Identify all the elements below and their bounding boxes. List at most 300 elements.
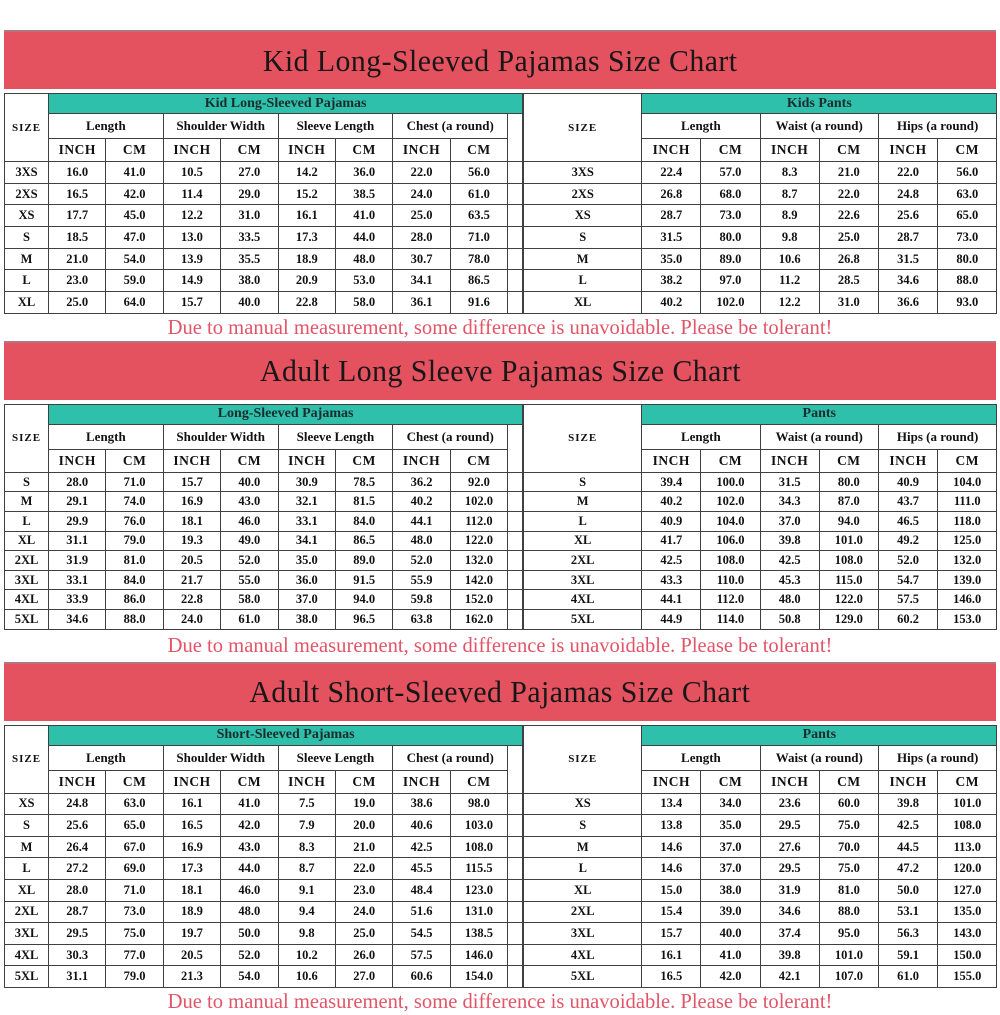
size-cell: L [524, 512, 642, 532]
measurement-cell: 18.5 [49, 227, 106, 249]
size-cell: XL [5, 292, 49, 314]
measurement-cell: 69.0 [106, 858, 163, 880]
filler-cell [508, 205, 523, 227]
measurement-cell: 102.0 [450, 492, 507, 512]
measurement-cell: 34.6 [49, 609, 106, 629]
measurement-cell: 15.7 [163, 472, 220, 492]
measurement-cell: 31.0 [221, 205, 278, 227]
unit-header: CM [450, 139, 507, 162]
size-cell: S [5, 227, 49, 249]
measurement-cell: 60.0 [819, 793, 878, 815]
measurement-cell: 143.0 [938, 923, 997, 945]
measurement-cell: 10.5 [163, 162, 220, 184]
measurement-cell: 101.0 [819, 944, 878, 966]
unit-header: CM [221, 139, 278, 162]
unit-header: CM [221, 449, 278, 472]
size-cell: L [5, 512, 49, 532]
measurement-cell: 33.9 [49, 590, 106, 610]
measurement-cell: 104.0 [701, 512, 760, 532]
size-cell: 2XS [5, 183, 49, 205]
measurement-group-header: Sleeve Length [278, 424, 393, 449]
measurement-cell: 34.1 [393, 270, 450, 292]
measurement-cell: 31.9 [760, 879, 819, 901]
measurement-cell: 27.2 [49, 858, 106, 880]
filler-cell [508, 492, 523, 512]
measurement-cell: 27.0 [221, 162, 278, 184]
size-row [524, 590, 997, 610]
unit-header: INCH [642, 770, 701, 793]
measurement-group-header: Shoulder Width [163, 114, 278, 139]
measurement-cell: 18.9 [163, 901, 220, 923]
measurement-cell: 24.8 [878, 183, 937, 205]
size-row [5, 923, 523, 945]
unit-header: CM [450, 449, 507, 472]
measurement-cell: 44.9 [642, 609, 701, 629]
measurement-cell: 42.5 [878, 815, 937, 837]
size-cell: 2XL [524, 901, 642, 923]
measurement-cell: 58.0 [335, 292, 392, 314]
measurement-cell: 25.0 [49, 292, 106, 314]
measurement-cell: 75.0 [819, 815, 878, 837]
filler-cell [508, 901, 523, 923]
measurement-cell: 101.0 [819, 531, 878, 551]
size-row [524, 944, 997, 966]
measurement-cell: 61.0 [878, 966, 937, 988]
measurement-cell: 132.0 [938, 551, 997, 571]
measurement-cell: 37.0 [701, 836, 760, 858]
measurement-cell: 108.0 [938, 815, 997, 837]
measurement-cell: 30.9 [278, 472, 335, 492]
measurement-cell: 154.0 [450, 966, 507, 988]
section-kid-long-sleeved-pajamas [4, 30, 996, 341]
measurement-cell: 37.0 [760, 512, 819, 532]
measurement-cell: 91.5 [335, 570, 392, 590]
measurement-cell: 43.7 [878, 492, 937, 512]
measurement-cell: 48.4 [393, 879, 450, 901]
measurement-cell: 52.0 [221, 944, 278, 966]
measurement-cell: 122.0 [819, 590, 878, 610]
size-cell: S [5, 815, 49, 837]
measurement-cell: 88.0 [106, 609, 163, 629]
measurement-cell: 30.7 [393, 248, 450, 270]
unit-header: INCH [642, 139, 701, 162]
size-cell: XS [524, 205, 642, 227]
measurement-cell: 40.2 [642, 492, 701, 512]
measurement-cell: 28.7 [49, 901, 106, 923]
measurement-cell: 24.8 [49, 793, 106, 815]
measurement-cell: 40.2 [642, 292, 701, 314]
measurement-cell: 56.0 [450, 162, 507, 184]
measurement-cell: 14.6 [642, 836, 701, 858]
measurement-cell: 24.0 [335, 901, 392, 923]
size-cell: XS [5, 793, 49, 815]
measurement-group-header: Length [49, 424, 164, 449]
size-cell: 4XL [524, 590, 642, 610]
measurement-cell: 8.3 [760, 162, 819, 184]
measurement-group-header: Chest (a round) [393, 745, 508, 770]
measurement-cell: 25.6 [49, 815, 106, 837]
tables-row [4, 404, 996, 630]
measurement-cell: 91.6 [450, 292, 507, 314]
measurement-cell: 20.5 [163, 551, 220, 571]
measurement-cell: 41.0 [221, 793, 278, 815]
measurement-cell: 44.1 [642, 590, 701, 610]
size-row [524, 879, 997, 901]
measurement-cell: 31.9 [49, 551, 106, 571]
measurement-cell: 79.0 [106, 531, 163, 551]
measurement-cell: 21.0 [819, 162, 878, 184]
measurement-cell: 54.0 [221, 966, 278, 988]
size-cell: 5XL [524, 966, 642, 988]
unit-header: CM [701, 449, 760, 472]
size-cell: 5XL [5, 609, 49, 629]
unit-header: CM [450, 770, 507, 793]
measurement-cell: 34.6 [760, 901, 819, 923]
unit-header: INCH [393, 139, 450, 162]
measurement-cell: 67.0 [106, 836, 163, 858]
measurement-cell: 73.0 [106, 901, 163, 923]
size-column-header: SIZE [5, 94, 49, 162]
measurement-cell: 108.0 [819, 551, 878, 571]
size-row [5, 472, 523, 492]
filler-cell [508, 815, 523, 837]
measurement-cell: 25.0 [819, 227, 878, 249]
size-cell: L [5, 858, 49, 880]
size-row [5, 270, 523, 292]
size-cell: S [524, 227, 642, 249]
measurement-cell: 106.0 [701, 531, 760, 551]
table-band-label: Kids Pants [642, 94, 997, 114]
measurement-cell: 113.0 [938, 836, 997, 858]
size-row [5, 227, 523, 249]
measurement-cell: 104.0 [938, 472, 997, 492]
measurement-cell: 61.0 [450, 183, 507, 205]
measurement-cell: 13.0 [163, 227, 220, 249]
unit-header: INCH [49, 770, 106, 793]
measurement-cell: 153.0 [938, 609, 997, 629]
measurement-cell: 8.7 [278, 858, 335, 880]
measurement-cell: 26.8 [642, 183, 701, 205]
measurement-cell: 28.0 [49, 472, 106, 492]
unit-header: INCH [760, 770, 819, 793]
measurement-cell: 26.4 [49, 836, 106, 858]
unit-header: INCH [878, 449, 937, 472]
measurement-cell: 36.0 [335, 162, 392, 184]
measurement-cell: 29.5 [49, 923, 106, 945]
measurement-cell: 33.5 [221, 227, 278, 249]
size-row [5, 492, 523, 512]
measurement-cell: 10.2 [278, 944, 335, 966]
measurement-cell: 29.9 [49, 512, 106, 532]
measurement-cell: 17.7 [49, 205, 106, 227]
measurement-cell: 39.4 [642, 472, 701, 492]
measurement-cell: 24.0 [163, 609, 220, 629]
measurement-cell: 92.0 [450, 472, 507, 492]
unit-header: CM [701, 139, 760, 162]
measurement-cell: 40.0 [701, 923, 760, 945]
adult-long-sleeve-pajamas-size-table [4, 404, 523, 630]
measurement-cell: 38.0 [701, 879, 760, 901]
measurement-cell: 68.0 [701, 183, 760, 205]
size-row [524, 858, 997, 880]
measurement-cell: 42.1 [760, 966, 819, 988]
measurement-cell: 50.0 [878, 879, 937, 901]
measurement-cell: 64.0 [106, 292, 163, 314]
measurement-cell: 22.0 [878, 162, 937, 184]
size-column-header: SIZE [524, 94, 642, 162]
filler-cell [508, 551, 523, 571]
measurement-cell: 14.9 [163, 270, 220, 292]
measurement-cell: 12.2 [760, 292, 819, 314]
measurement-cell: 16.5 [49, 183, 106, 205]
unit-header: CM [938, 449, 997, 472]
disclaimer-text: Due to manual measurement, some difference is unavoidable. Please be tolerant! [167, 314, 833, 339]
measurement-cell: 29.0 [221, 183, 278, 205]
measurement-cell: 21.3 [163, 966, 220, 988]
measurement-cell: 39.8 [878, 793, 937, 815]
measurement-cell: 63.0 [106, 793, 163, 815]
measurement-cell: 41.0 [335, 205, 392, 227]
measurement-cell: 9.8 [278, 923, 335, 945]
measurement-cell: 97.0 [701, 270, 760, 292]
filler-cell [508, 162, 523, 184]
measurement-cell: 19.7 [163, 923, 220, 945]
measurement-cell: 17.3 [163, 858, 220, 880]
measurement-cell: 129.0 [819, 609, 878, 629]
measurement-cell: 80.0 [938, 248, 997, 270]
size-row [5, 836, 523, 858]
measurement-cell: 132.0 [450, 551, 507, 571]
size-row [524, 551, 997, 571]
measurement-cell: 107.0 [819, 966, 878, 988]
size-cell: 2XS [524, 183, 642, 205]
measurement-cell: 57.0 [701, 162, 760, 184]
measurement-cell: 16.1 [278, 205, 335, 227]
size-cell: 3XL [5, 570, 49, 590]
table-band-label: Short-Sleeved Pajamas [49, 725, 523, 745]
measurement-group-header: Length [642, 745, 760, 770]
measurement-cell: 52.0 [221, 551, 278, 571]
unit-header: INCH [49, 449, 106, 472]
measurement-cell: 86.5 [335, 531, 392, 551]
measurement-cell: 89.0 [701, 248, 760, 270]
measurement-cell: 16.9 [163, 836, 220, 858]
unit-header: INCH [163, 449, 220, 472]
unit-header: CM [335, 449, 392, 472]
measurement-cell: 7.5 [278, 793, 335, 815]
size-cell: S [524, 472, 642, 492]
size-cell: XL [5, 531, 49, 551]
disclaimer-text: Due to manual measurement, some difference is unavoidable. Please be tolerant! [167, 632, 833, 657]
filler-cell [508, 858, 523, 880]
measurement-group-header: Waist (a round) [760, 424, 878, 449]
adult-short-sleeve-pajamas-size-table [4, 725, 523, 988]
size-row [524, 292, 997, 314]
measurement-cell: 51.6 [393, 901, 450, 923]
measurement-cell: 15.2 [278, 183, 335, 205]
measurement-cell: 40.0 [221, 472, 278, 492]
measurement-cell: 20.0 [335, 815, 392, 837]
measurement-cell: 43.0 [221, 836, 278, 858]
filler-cell [508, 270, 523, 292]
size-row [524, 183, 997, 205]
unit-header: INCH [393, 449, 450, 472]
measurement-cell: 78.5 [335, 472, 392, 492]
measurement-cell: 15.4 [642, 901, 701, 923]
size-row [5, 901, 523, 923]
measurement-cell: 42.0 [106, 183, 163, 205]
measurement-cell: 11.2 [760, 270, 819, 292]
unit-header: CM [106, 139, 163, 162]
size-cell: S [524, 815, 642, 837]
measurement-cell: 39.0 [701, 901, 760, 923]
unit-header: INCH [760, 139, 819, 162]
measurement-cell: 53.0 [335, 270, 392, 292]
measurement-cell: 59.1 [878, 944, 937, 966]
measurement-cell: 39.8 [760, 944, 819, 966]
measurement-cell: 28.7 [642, 205, 701, 227]
measurement-cell: 89.0 [335, 551, 392, 571]
measurement-cell: 10.6 [278, 966, 335, 988]
tables-row [4, 725, 996, 988]
measurement-cell: 31.0 [819, 292, 878, 314]
size-row [524, 793, 997, 815]
measurement-cell: 16.0 [49, 162, 106, 184]
measurement-cell: 80.0 [701, 227, 760, 249]
measurement-cell: 40.0 [221, 292, 278, 314]
unit-header: INCH [278, 449, 335, 472]
measurement-cell: 15.7 [163, 292, 220, 314]
measurement-cell: 13.4 [642, 793, 701, 815]
section-adult-short-sleeved-pajamas [4, 662, 996, 1015]
size-row [524, 966, 997, 988]
measurement-cell: 20.5 [163, 944, 220, 966]
filler-cell [508, 183, 523, 205]
size-cell: 3XL [524, 923, 642, 945]
measurement-cell: 7.9 [278, 815, 335, 837]
measurement-cell: 18.1 [163, 512, 220, 532]
measurement-cell: 34.6 [878, 270, 937, 292]
measurement-cell: 55.9 [393, 570, 450, 590]
filler-cell [508, 879, 523, 901]
measurement-cell: 108.0 [701, 551, 760, 571]
size-row [524, 901, 997, 923]
measurement-cell: 45.3 [760, 570, 819, 590]
section-adult-long-sleeve-pajamas [4, 341, 996, 662]
measurement-cell: 28.5 [819, 270, 878, 292]
measurement-cell: 52.0 [393, 551, 450, 571]
measurement-cell: 84.0 [106, 570, 163, 590]
size-row [524, 205, 997, 227]
measurement-cell: 34.0 [701, 793, 760, 815]
measurement-cell: 71.0 [106, 879, 163, 901]
measurement-cell: 139.0 [938, 570, 997, 590]
filler-column [508, 745, 523, 793]
size-row [5, 512, 523, 532]
measurement-group-header: Chest (a round) [393, 424, 508, 449]
measurement-group-header: Chest (a round) [393, 114, 508, 139]
measurement-cell: 86.0 [106, 590, 163, 610]
measurement-group-header: Shoulder Width [163, 424, 278, 449]
measurement-cell: 46.0 [221, 512, 278, 532]
measurement-cell: 77.0 [106, 944, 163, 966]
measurement-cell: 54.5 [393, 923, 450, 945]
measurement-cell: 9.4 [278, 901, 335, 923]
filler-cell [508, 966, 523, 988]
measurement-cell: 13.9 [163, 248, 220, 270]
size-row [524, 162, 997, 184]
table-band-label: Pants [642, 725, 997, 745]
measurement-group-header: Sleeve Length [278, 114, 393, 139]
measurement-cell: 40.9 [642, 512, 701, 532]
measurement-cell: 18.9 [278, 248, 335, 270]
measurement-cell: 35.0 [642, 248, 701, 270]
measurement-cell: 38.0 [278, 609, 335, 629]
measurement-cell: 15.0 [642, 879, 701, 901]
filler-cell [508, 590, 523, 610]
size-row [5, 858, 523, 880]
measurement-cell: 63.8 [393, 609, 450, 629]
measurement-cell: 76.0 [106, 512, 163, 532]
measurement-cell: 16.5 [642, 966, 701, 988]
size-cell: M [5, 492, 49, 512]
size-row [5, 590, 523, 610]
measurement-cell: 37.0 [701, 858, 760, 880]
measurement-cell: 41.7 [642, 531, 701, 551]
measurement-cell: 31.1 [49, 966, 106, 988]
unit-header: INCH [278, 139, 335, 162]
measurement-cell: 103.0 [450, 815, 507, 837]
measurement-cell: 135.0 [938, 901, 997, 923]
unit-header: CM [335, 139, 392, 162]
measurement-cell: 16.5 [163, 815, 220, 837]
measurement-cell: 28.0 [393, 227, 450, 249]
size-cell: 2XL [524, 551, 642, 571]
measurement-cell: 74.0 [106, 492, 163, 512]
size-row [5, 944, 523, 966]
measurement-cell: 40.6 [393, 815, 450, 837]
size-row [524, 492, 997, 512]
measurement-cell: 29.1 [49, 492, 106, 512]
size-cell: M [5, 248, 49, 270]
size-row [524, 570, 997, 590]
measurement-cell: 75.0 [819, 858, 878, 880]
section-title: Kid Long-Sleeved Pajamas Size Chart [262, 42, 738, 78]
filler-column [508, 424, 523, 472]
measurement-cell: 100.0 [701, 472, 760, 492]
measurement-cell: 96.5 [335, 609, 392, 629]
size-row [524, 609, 997, 629]
measurement-cell: 63.0 [938, 183, 997, 205]
measurement-cell: 127.0 [938, 879, 997, 901]
filler-cell [508, 570, 523, 590]
size-column-header: SIZE [524, 725, 642, 793]
measurement-cell: 95.0 [819, 923, 878, 945]
measurement-cell: 22.8 [278, 292, 335, 314]
size-cell: 2XL [5, 901, 49, 923]
adult-pants-short-size-table [523, 725, 997, 988]
measurement-cell: 101.0 [938, 793, 997, 815]
measurement-cell: 27.0 [335, 966, 392, 988]
size-row [5, 162, 523, 184]
measurement-cell: 118.0 [938, 512, 997, 532]
measurement-cell: 49.0 [221, 531, 278, 551]
measurement-cell: 35.0 [701, 815, 760, 837]
section-title: Adult Short-Sleeved Pajamas Size Chart [249, 674, 751, 710]
measurement-cell: 29.5 [760, 858, 819, 880]
measurement-cell: 46.5 [878, 512, 937, 532]
measurement-cell: 78.0 [450, 248, 507, 270]
